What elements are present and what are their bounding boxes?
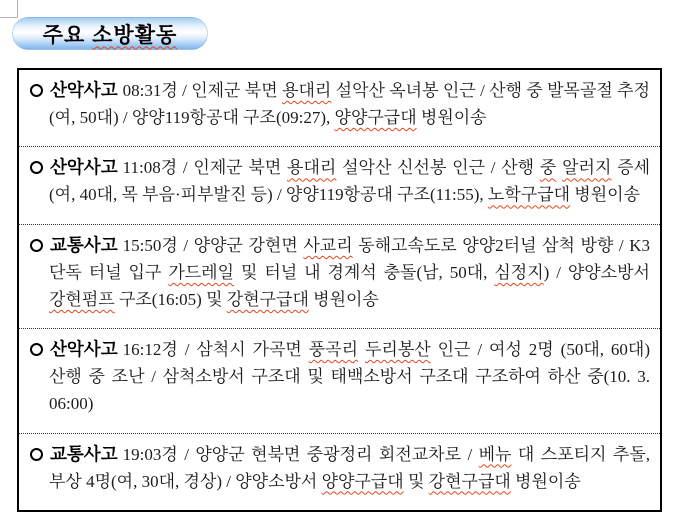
incident-text: 병원이송 bbox=[510, 471, 581, 491]
misspelled-text: 풍곡리 bbox=[308, 340, 359, 360]
incident-item bbox=[19, 433, 660, 510]
circle-bullet-icon bbox=[30, 448, 43, 461]
incident-category: 산악사고 bbox=[50, 157, 118, 178]
misspelled-text: 양양구급대 bbox=[334, 108, 417, 127]
circle-bullet-icon bbox=[30, 239, 43, 252]
misspelled-text: 강현펌프 bbox=[49, 289, 115, 309]
incident-category: 교통사고 bbox=[50, 234, 118, 255]
incident-text: 구조(16:05) 및 bbox=[114, 289, 227, 309]
misspelled-text: 노학구급대 bbox=[487, 185, 571, 205]
incident-text: 11:08경 / 인제군 북면 bbox=[122, 158, 288, 178]
misspelled-text: 가드레일 bbox=[168, 262, 235, 282]
misspelled-text: 용대리 bbox=[282, 81, 332, 100]
incident-text: 동해고속도로 양양2터널 삼척 방향 / K3 단독 터널 입구 bbox=[49, 235, 650, 282]
page-title-prefix: 주요 bbox=[42, 23, 93, 47]
incident-category: 산악사고 bbox=[50, 339, 118, 360]
incident-text: 15:50경 / 양양군 강현면 bbox=[122, 235, 304, 255]
incident-text: 16:12경 / 삼척시 가곡면 bbox=[122, 340, 309, 360]
incident-text: 및 bbox=[403, 471, 429, 491]
incident-text: 설악산 신선봉 인근 / 산행 bbox=[336, 158, 540, 178]
misspelled-text: 알러지 bbox=[562, 158, 612, 178]
incident-item bbox=[19, 328, 660, 432]
misspelled-text: 강현구급대 bbox=[428, 471, 511, 491]
circle-bullet-icon bbox=[30, 161, 43, 174]
misspelled-text: 양양구급대 bbox=[321, 471, 404, 491]
table-corner-line bbox=[0, 0, 18, 18]
incident-text: 08:31경 / 인제군 북면 bbox=[122, 81, 283, 100]
incident-text: 병원이송 bbox=[570, 185, 640, 205]
circle-bullet-icon bbox=[30, 343, 43, 356]
page-title-highlight: 소방활동 bbox=[92, 23, 178, 47]
incident-text: 병원이송 bbox=[416, 108, 487, 127]
incident-text bbox=[358, 340, 365, 359]
misspelled-text: 두리봉산 bbox=[364, 340, 431, 360]
incident-text: ) / 양양소방서 bbox=[543, 262, 650, 282]
section-title-badge bbox=[12, 17, 208, 50]
incident-item bbox=[19, 224, 660, 328]
incident-list bbox=[17, 68, 662, 512]
incident-text: 병원이송 bbox=[308, 289, 379, 309]
misspelled-text: 용대리 bbox=[287, 158, 337, 178]
incident-category: 산악사고 bbox=[50, 80, 118, 100]
misspelled-text: 사교리 bbox=[303, 235, 353, 255]
misspelled-text: 강현구급대 bbox=[226, 289, 309, 309]
misspelled-text: 심정지 bbox=[494, 262, 544, 282]
incident-text: 설악산 옥녀봉 인근 / 산행 중 발목골절 추정(여, 50대) / 양양119항공대 구조(09:27), bbox=[49, 81, 650, 127]
circle-bullet-icon bbox=[30, 84, 43, 97]
incident-text: 및 터널 내 경계석 충돌(남, 50대, bbox=[234, 262, 495, 282]
misspelled-text: 베뉴 bbox=[478, 444, 512, 464]
incident-text: 대 스포티지 추돌, 부상 4명(여, 30대, 경상) / 양양소방서 bbox=[49, 444, 650, 491]
incident-text: 인근 / 여성 2명 (50대, 60대) 산행 중 조난 / 삼척소방서 구조대 및 태백소방서 구조대 구조하여 하산 중(10. 3. 06:00) bbox=[49, 340, 651, 414]
incident-item bbox=[19, 70, 660, 146]
incident-text: 증세(여, 40대, 목 부음·피부발진 등) / 양양119항공대 구조(11:55), bbox=[49, 158, 650, 205]
misspelled-text: 중 bbox=[539, 158, 557, 178]
incident-category: 교통사고 bbox=[50, 443, 118, 464]
incident-item bbox=[19, 146, 660, 223]
incident-text: 19:03경 / 양양군 현북면 중광정리 회전교차로 / bbox=[122, 444, 479, 464]
